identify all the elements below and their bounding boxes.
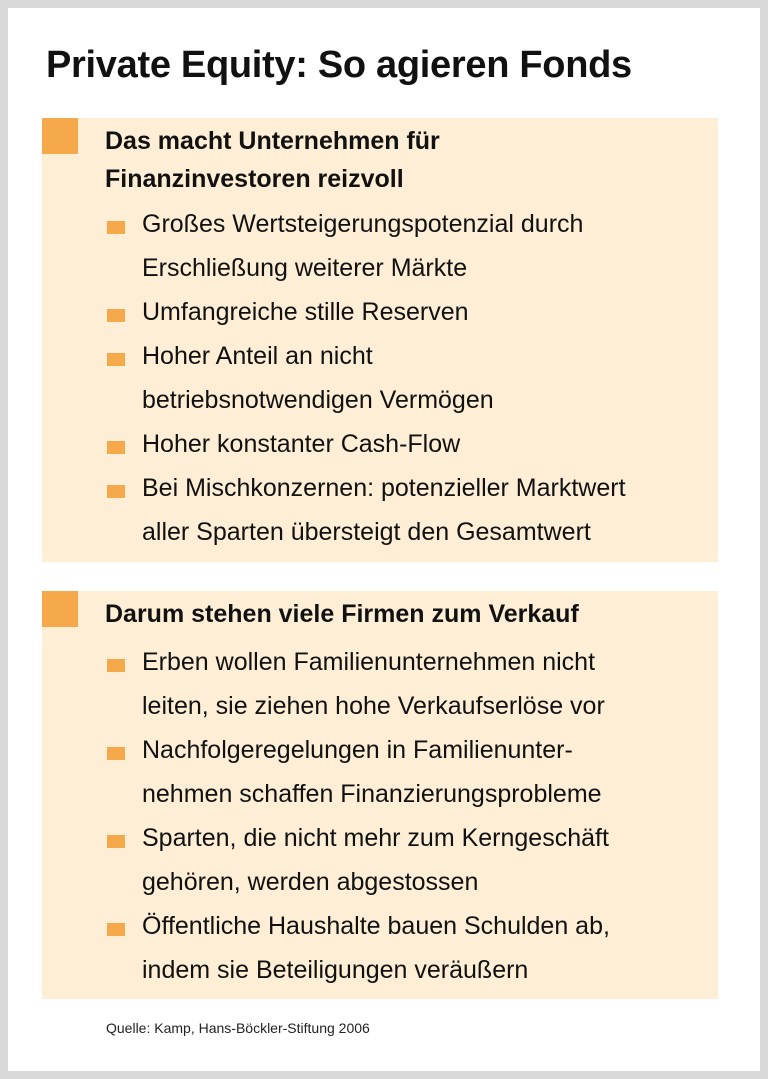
list-item-text: Hoher Anteil an nicht betriebsnotwendigen Vermögen xyxy=(142,342,494,414)
section-heading-sale-reasons: Darum stehen viele Firmen zum Verkauf xyxy=(105,600,579,628)
bullet-square-icon xyxy=(107,923,125,936)
sale-reasons-list xyxy=(105,640,715,992)
source-note: Quelle: Kamp, Hans-Böckler-Stiftung 2006 xyxy=(106,1020,370,1036)
bullet-square-icon xyxy=(107,485,125,498)
appeal-list xyxy=(105,202,715,554)
list-item-text: Öffentliche Haushalte bauen Schulden ab, indem sie Beteiligungen veräußern xyxy=(142,912,610,984)
list-item-text: Umfangreiche stille Reserven xyxy=(142,298,469,326)
list-item xyxy=(105,816,715,904)
list-item xyxy=(105,334,715,422)
list-item xyxy=(105,904,715,992)
list-item-text: Nachfolgeregelungen in Familienunter- nehmen schaffen Finanzierungsprobleme xyxy=(142,736,602,808)
infographic-card xyxy=(8,8,760,1071)
list-item xyxy=(105,422,715,466)
list-item xyxy=(105,466,715,554)
section-heading-appeal: Das macht Unternehmen für Finanzinvestoren reizvoll xyxy=(105,127,440,193)
list-item xyxy=(105,728,715,816)
list-item-text: Sparten, die nicht mehr zum Kerngeschäft gehören, werden abgestossen xyxy=(142,824,609,896)
section-marker-square xyxy=(42,118,78,154)
list-item-text: Erben wollen Familienunternehmen nicht leiten, sie ziehen hohe Verkaufserlöse vor xyxy=(142,648,605,720)
bullet-square-icon xyxy=(107,221,125,234)
list-item xyxy=(105,290,715,334)
list-item-text: Großes Wertsteigerungspotenzial durch Erschließung weiterer Märkte xyxy=(142,210,584,282)
bullet-square-icon xyxy=(107,659,125,672)
list-item xyxy=(105,202,715,290)
bullet-square-icon xyxy=(107,353,125,366)
list-item-text: Hoher konstanter Cash-Flow xyxy=(142,430,461,458)
bullet-square-icon xyxy=(107,835,125,848)
bullet-square-icon xyxy=(107,309,125,322)
bullet-square-icon xyxy=(107,441,125,454)
list-item xyxy=(105,640,715,728)
page-title: Private Equity: So agieren Fonds xyxy=(46,44,632,86)
section-marker-square xyxy=(42,591,78,627)
list-item-text: Bei Mischkonzernen: potenzieller Marktwert aller Sparten übersteigt den Gesamtwert xyxy=(142,474,626,546)
bullet-square-icon xyxy=(107,747,125,760)
